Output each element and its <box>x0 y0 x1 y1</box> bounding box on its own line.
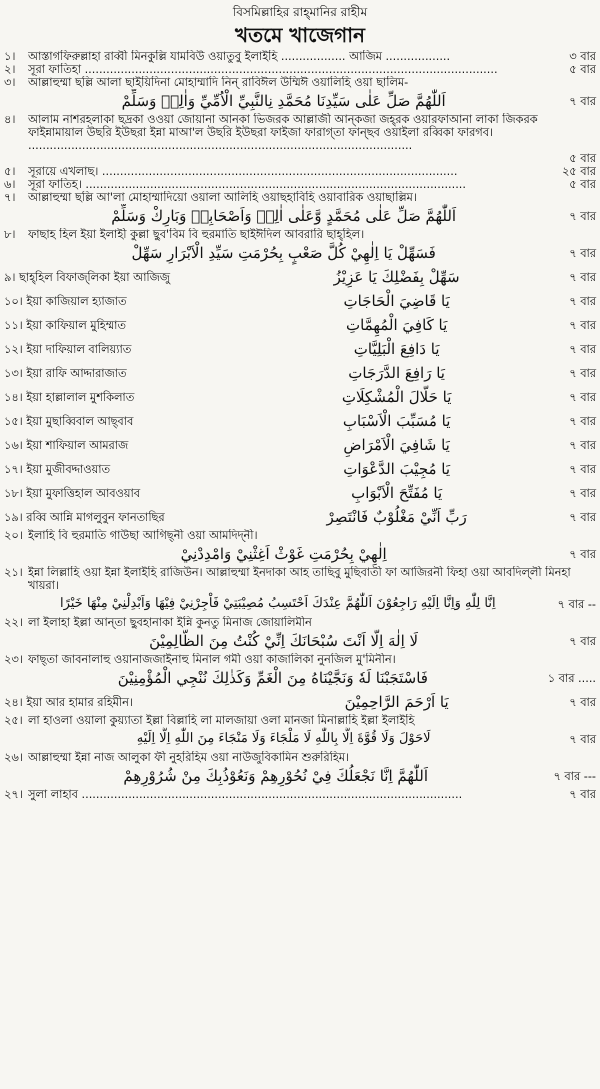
item-text: ইয়া হাল্লালাল মুশকিলাত <box>26 390 135 404</box>
list-item <box>4 653 596 690</box>
item-text: আল্লাহুম্মা ছল্লি আ'লা মোহাম্মাদিয়ো ওয়ালা আলিহি ওয়াছহাবিহি ওয়াবারিক ওয়াছাল্লিম। <box>28 191 417 204</box>
item-count: ৭ বার <box>569 94 596 108</box>
page-title: খতমে খাজেগান <box>235 23 365 47</box>
item-count: ৭ বার <box>569 270 596 284</box>
item-count: ৭ বার <box>569 462 596 476</box>
item-count: ৭ বার <box>569 486 596 500</box>
item-number: ১। <box>4 50 16 63</box>
item-count: ৭ বার <box>569 547 596 561</box>
item-number: ১১। <box>4 318 23 332</box>
list-item <box>4 433 596 457</box>
item-number: ১৮। <box>4 486 23 500</box>
item-count: ৫ বার <box>569 63 596 76</box>
item-count: ৭ বার <box>569 510 596 524</box>
item-number: ২২। <box>4 616 23 629</box>
item-text: সূরায়ে এখলাছ। ................................................................................................... <box>28 165 458 178</box>
item-count: ৭ বার <box>569 294 596 308</box>
item-count: ৭ বার <box>569 209 596 223</box>
list-item <box>4 113 596 165</box>
item-number: ২৪। <box>4 695 23 709</box>
item-number: ১০। <box>4 294 23 308</box>
invocation: বিসমিল্লাহির রাহ্‌মানির রাহীম <box>232 5 368 19</box>
list-item <box>4 751 596 788</box>
arabic-text: يَا مُفَتِّحَ الْاَبْوَابِ <box>351 484 443 502</box>
arabic-text: يَا شَافِيَ الْاَمْرَاضِ <box>343 436 450 454</box>
item-number: ২০। <box>4 529 23 542</box>
arabic-text: لَا اِلٰهَ اِلَّا اَنْتَ سُبْحَانَكَ اِنِّيْ كُنْتُ مِنَ الظَّالِمِيْنَ <box>149 632 419 650</box>
item-text: ইয়া মুছাব্বিবাল আছ্‌বাব <box>26 414 134 428</box>
item-text: সুলা লাহাব .......................................................................................................... <box>28 788 463 801</box>
item-number: ৯। <box>4 270 16 284</box>
item-text: ইয়া কাজিয়াল হ্যাজাত <box>26 294 127 308</box>
item-count: ৭ বার <box>569 732 596 746</box>
list-item <box>4 337 596 361</box>
list-item <box>4 788 596 801</box>
list-item <box>4 385 596 409</box>
item-number: ১৫। <box>4 414 23 428</box>
arabic-text: لَاحَوْلَ وَلَا قُوَّةَ اِلَّا بِاللّٰهِ لَا مَلْجَاءَ وَلَا مَنْجَاءَ مِنَ اللّٰهِ اِلَّا اِلَيْهِ <box>136 731 431 746</box>
item-number: ২১। <box>4 566 23 579</box>
item-count: ৭ বার <box>569 390 596 404</box>
arabic-text: فَاسْتَجَبْنَا لَهٗ وَنَجَّيْنَاهُ مِنَ الْغَمِّ وَكَذٰلِكَ نُنْجِي الْمُؤْمِنِيْنَ <box>117 669 428 687</box>
item-count: ৭ বার <box>569 695 596 709</box>
item-count: ৭ বার <box>569 438 596 452</box>
item-text: ইয়া কাফিয়াল মুহিম্মাত <box>26 318 126 332</box>
list-item <box>4 505 596 529</box>
arabic-text: اِلٰهِيْ بِحُرْمَتِ غَوْثْ اَغِثْنِيْ وَامْدِدْنِيْ <box>180 545 387 563</box>
item-number: ১৬। <box>4 438 23 452</box>
item-text: ইয়া মুজীবদ্দাওয়াত <box>26 462 110 476</box>
item-text: ইয়া রাফি আদ্দারাজাত <box>26 366 127 380</box>
item-number: ২৬। <box>4 751 23 764</box>
arabic-text: يَا كَافِيَ الْمُهِمَّاتِ <box>345 316 448 334</box>
item-text: আলাম নাশরহলাকা ছদ্রকা ওওয়া জোয়ানা আনকা ভিজরক আল্লাজী আন্‌কজা জহ্‌রক ওয়ারফাআনা লাকা জিকরক ফাইন্নামায়াল উছরি ইউছরা ইন্না মাআ'ল উছরি ইউছরা ফাইজা ফারাগ্‌তা ফান্‌ছব ওয়াইলা রব্বিকা ফারগব। ........................................................................................................... <box>28 113 538 152</box>
item-text: ইলাহি বি হুরমাতি গাউছা আগিছ্‌নী ওয়া আমদিদ্‌নী। <box>28 529 258 542</box>
item-count: ৫ বার <box>569 178 596 191</box>
arabic-text: رَبِّ اَنِّيْ مَغْلُوْبٌ فَانْتَصِرْ <box>326 508 467 526</box>
item-count: ৭ বার <box>569 788 596 801</box>
arabic-text: اَللّٰهُمَّ صَلِّ عَلٰى مُحَمَّدٍ وَّعَلٰى اٰلِهٖ وَاَصْحَابِهٖ وَبَارِكْ وَسَلِّمْ <box>111 207 457 225</box>
item-count: ২৫ বার <box>561 165 596 178</box>
item-text: রব্বি আন্নি মাগলুবুন ফানতাছির <box>26 510 165 524</box>
arabic-text: اَللّٰهُمَّ اِنَّا نَجْعَلُكَ فِيْ نُحُوْرِهِمْ وَنَعُوْذُبِكَ مِنْ شُرُوْرِهِمْ <box>123 767 429 785</box>
arabic-text: يَا دَافِعَ الْبَلِيَّاتِ <box>353 340 440 358</box>
arabic-text: يَا قَاضِيَ الْحَاجَاتِ <box>343 292 450 310</box>
list-item <box>4 361 596 385</box>
list-item <box>4 165 596 178</box>
list-item <box>4 409 596 433</box>
item-number: ১৪। <box>4 390 23 404</box>
arabic-text: اِنَّا لِلّٰهِ وَاِنَّا اِلَيْهِ رَاجِعُوْنَ اَللّٰهُمَّ عِنْدَكَ اَحْتَسِبُ مُصِيْبَتِيْ فَاْجِرْنِيْ فِيْهَا وَاَبْدِلْنِيْ مِنْهَا خَيْرًا <box>59 596 496 611</box>
list-item <box>4 50 596 63</box>
list-item <box>4 289 596 313</box>
item-count: ১ বার ..... <box>547 671 596 685</box>
item-number: ১২। <box>4 342 23 356</box>
item-text: ছাহ্‌হিল বিফাজ্‌লিকা ইয়া আজিজু <box>18 270 170 284</box>
item-count: ৭ বার --- <box>553 769 596 783</box>
list-item <box>4 191 596 228</box>
arabic-text: سَهِّلْ بِفَضْلِكَ يَا عَزِيْزُ <box>333 268 460 286</box>
item-number: ২৩। <box>4 653 23 666</box>
item-count: ৩ বার <box>569 50 596 63</box>
arabic-text: فَسَهِّلْ يَا اِلٰهِيْ كُلَّ صَعْبٍ بِحُرْمَتِ سَيِّدِ الْاَبْرَارِ سَهِّلْ <box>131 244 436 262</box>
item-count: ৭ বার <box>569 366 596 380</box>
arabic-text: يَا رَافِعَ الدَّرَجَاتِ <box>348 364 445 382</box>
item-number: ১৯। <box>4 510 23 524</box>
item-text: লা হাওলা ওয়ালা কুয়্যাতা ইল্লা বিল্লাহি লা মালজায়া ওলা মানজা মিনাল্লাহি ইল্লা ইলাইহি <box>28 714 415 727</box>
item-count: ৭ বার <box>569 246 596 260</box>
item-text: আস্তাগফিরুল্লাহা রাব্বী মিনকুল্লি যামবিউ ওয়াতুবু ইলাইহি .................. আজিম .................. <box>28 50 451 63</box>
list-item <box>4 690 596 714</box>
item-number: ২৭। <box>4 788 23 801</box>
item-number: ১৩। <box>4 366 23 380</box>
list-item <box>4 616 596 653</box>
item-count: ৫ বার <box>569 152 596 165</box>
item-text: ইয়া আর হামার রহিমীন। <box>26 695 133 709</box>
list-item <box>4 566 596 616</box>
list-item <box>4 178 596 191</box>
item-text: ফাছ্‌তা জাবনালাহু ওয়ানাজজাইনাহু মিনাল গমী ওয়া কাজালিকা নুনজিল মু'মিনীন। <box>28 653 396 666</box>
item-text: ইয়া মুফাত্তিহাল আবওয়াব <box>26 486 141 500</box>
item-count: ৭ বার -- <box>557 597 596 611</box>
item-text: সূরা ফাতিহ। .......................................................................................................... <box>28 178 466 191</box>
item-number: ৬। <box>4 178 16 191</box>
item-number: ২৫। <box>4 714 23 727</box>
item-number: ৫। <box>4 165 16 178</box>
item-number: ৪। <box>4 113 16 126</box>
arabic-text: يَا مُسَبِّبَ الْاَسْبَابِ <box>342 412 451 430</box>
item-number: ১৭। <box>4 462 23 476</box>
item-text: ইয়া দাফিয়াল বালিয়্যাত <box>26 342 132 356</box>
item-number: ৮। <box>4 228 16 241</box>
item-count: ৭ বার <box>569 634 596 648</box>
document-header <box>0 4 600 50</box>
item-number: ২। <box>4 63 16 76</box>
arabic-text: يَا اَرْحَمَ الرَّاحِمِيْنَ <box>344 693 449 711</box>
item-text: আল্লাহুম্মা ইন্না নাজ আলুকা ফী নুহরিহিম ওয়া নাউজুবিকামিন শুরুরিহিম। <box>28 751 350 764</box>
item-count: ৭ বার <box>569 318 596 332</box>
item-count: ৭ বার <box>569 342 596 356</box>
item-count: ৭ বার <box>569 414 596 428</box>
arabic-text: يَا مُجِيْبَ الدَّعْوَاتِ <box>343 460 451 478</box>
item-text: আল্লাহুম্মা ছল্লি আলা ছাইয়িদিনা মোহাম্মাদি নিন্ রাবিঈল উম্মিঈ ওয়ালিহি ওয়া ছালিম- <box>28 76 409 89</box>
item-text: ইন্না লিল্লাহি ওয়া ইন্না ইলাইহি রাজিউন। আল্লাহুম্মা ইনদাকা আহ তাছিবু মুছিবাতী ফা আজিরনী ফিহা ওয়া আবদিল্‌লী মিনহা খায়রা। <box>28 566 571 592</box>
arabic-text: يَا حَلَّالَ الْمُشْكِلَاتِ <box>341 388 452 406</box>
list-item <box>4 76 596 113</box>
dua-list <box>0 50 600 801</box>
item-number: ৭। <box>4 191 16 204</box>
list-item <box>4 265 596 289</box>
item-text: ইয়া শাফিয়াল আমরাজ <box>26 438 129 452</box>
item-text: সূরা ফাতিহা ................................................................................................................... <box>28 63 498 76</box>
item-text: ফাছাহ হিল ইয়া ইলাহী কুল্লা ছুব'বিম বি হুরমাতি ছাইঈদিল আবরারি ছাহ্‌হিল। <box>28 228 365 241</box>
arabic-text: اَللّٰهُمَّ صَلِّ عَلٰى سَيِّدِنَا مُحَمَّدِ نِالنَّبِيِّ الْاُمِّيِّ وَاٰلِهٖ وَسَلِّمْ <box>121 92 446 110</box>
list-item <box>4 228 596 265</box>
list-item <box>4 481 596 505</box>
list-item <box>4 529 596 566</box>
list-item <box>4 457 596 481</box>
item-text: লা ইলাহা ইল্লা আন্‌তা ছুবহানাকা ইন্নি কুনতু মিনাজ জোয়ালিমীন <box>28 616 312 629</box>
list-item <box>4 313 596 337</box>
item-number: ৩। <box>4 76 16 89</box>
list-item <box>4 714 596 751</box>
list-item <box>4 63 596 76</box>
